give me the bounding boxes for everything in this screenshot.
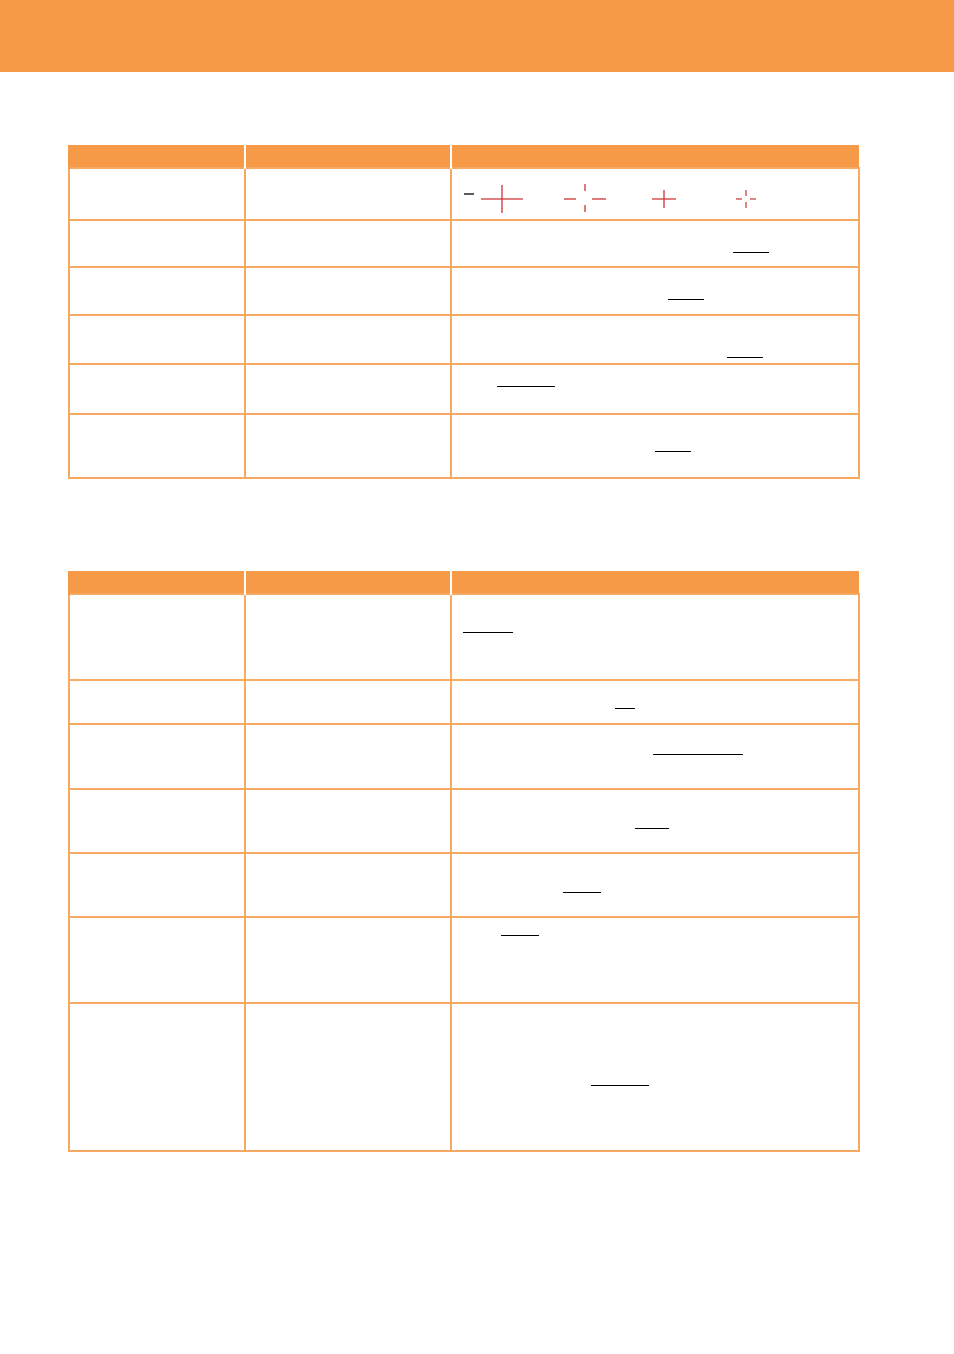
table-cell [69, 789, 245, 853]
table-cell [245, 853, 451, 917]
table-cell [69, 414, 245, 478]
table-cell [69, 364, 245, 414]
table-cell [245, 364, 451, 414]
table-row [69, 789, 859, 853]
table-cell [245, 168, 451, 220]
table-cell [245, 680, 451, 724]
fraction-bar [563, 892, 601, 893]
table-row [69, 917, 859, 1003]
table-cell [451, 680, 859, 724]
fraction-bar [733, 252, 769, 253]
table-row [69, 680, 859, 724]
table-cell [69, 267, 245, 315]
table-cell [69, 220, 245, 267]
table-cell [245, 414, 451, 478]
table-cell [451, 853, 859, 917]
crosshair-small-icon [652, 190, 676, 208]
table-cell [451, 594, 859, 680]
fraction-bar [497, 386, 555, 387]
table-cell [451, 414, 859, 478]
table-cell [69, 168, 245, 220]
fraction-bar [615, 708, 635, 709]
fraction-bar [635, 828, 669, 829]
table-cell [69, 853, 245, 917]
table-2-header-cell-3 [451, 571, 859, 594]
dashed-crosshair-small-icon [736, 190, 756, 208]
table-cell [451, 220, 859, 267]
dashed-crosshair-icon [564, 184, 606, 212]
table-cell [245, 917, 451, 1003]
table-cell [69, 724, 245, 789]
table-row [69, 364, 859, 414]
table-cell [245, 315, 451, 364]
fraction-bar [655, 451, 691, 452]
table-cell-glyphs [451, 168, 859, 220]
table-cell [451, 789, 859, 853]
table-cell [245, 724, 451, 789]
table-1-header-cell-3 [451, 145, 859, 168]
table-cell [245, 1003, 451, 1151]
table-cell [69, 917, 245, 1003]
table-row [69, 267, 859, 315]
table-row [69, 168, 859, 220]
table-cell [245, 267, 451, 315]
table-2-header-row [69, 571, 859, 594]
table-2-header-cell-1 [69, 571, 245, 594]
table-1-header-row [69, 145, 859, 168]
table-1 [68, 145, 860, 479]
table-row [69, 1003, 859, 1151]
table-cell [451, 1003, 859, 1151]
fraction-bar [668, 299, 704, 300]
table-2-header-cell-2 [245, 571, 451, 594]
table-cell [245, 789, 451, 853]
table-row [69, 220, 859, 267]
table-cell [451, 315, 859, 364]
table-cell [69, 594, 245, 680]
table-cell [451, 267, 859, 315]
fraction-bar [591, 1085, 649, 1086]
table-cell [69, 315, 245, 364]
table-1-header-cell-2 [245, 145, 451, 168]
top-banner [0, 0, 954, 72]
fraction-bar [727, 357, 763, 358]
crosshair-icon [464, 185, 523, 213]
fraction-bar [653, 754, 743, 755]
table-cell [245, 220, 451, 267]
crosshair-glyph-row [452, 169, 857, 221]
fraction-bar [463, 632, 513, 633]
table-row [69, 594, 859, 680]
fraction-bar [501, 935, 539, 936]
table-2 [68, 571, 860, 1152]
table-row [69, 414, 859, 478]
table-row [69, 724, 859, 789]
table-cell [69, 680, 245, 724]
table-row [69, 315, 859, 364]
table-1-header-cell-1 [69, 145, 245, 168]
table-cell [451, 364, 859, 414]
table-cell [69, 1003, 245, 1151]
table-cell [451, 724, 859, 789]
table-row [69, 853, 859, 917]
table-cell [451, 917, 859, 1003]
table-cell [245, 594, 451, 680]
